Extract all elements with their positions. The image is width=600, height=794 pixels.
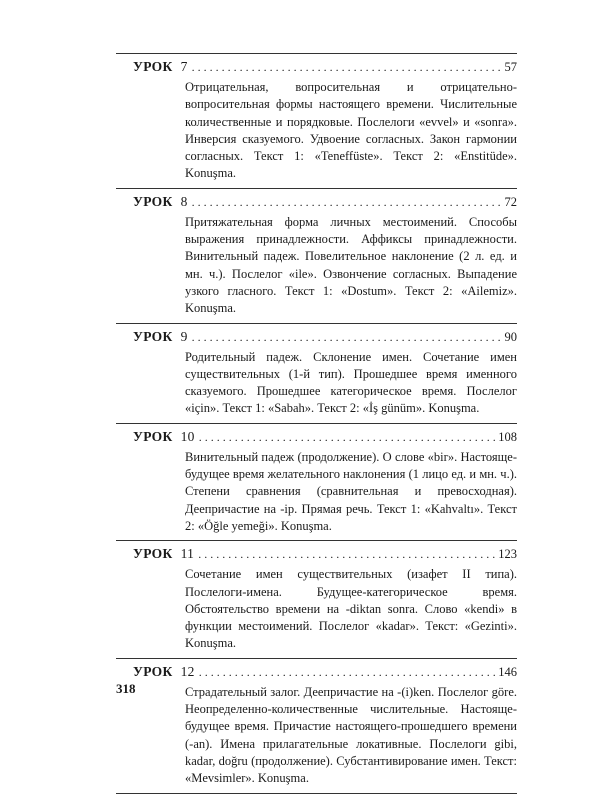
toc-entry-heading xyxy=(116,424,517,448)
lesson-description: Притяжательная форма личных местоимений. Способы выражения принадлежности. Аффиксы принадлежности. Винительный падеж. Повелительное наклонение (2 л. ед. и мн. ч.). Послелог «ile». Озвончение согласных. Выпадение узкого гласного. Текст 1: «Dostum». Текст 2: «Ailemiz». Konuşma. xyxy=(185,214,517,316)
toc-entry-lesson-9 xyxy=(116,323,517,423)
dot-leader xyxy=(198,543,495,565)
toc-entry-lesson-12 xyxy=(116,658,517,793)
lesson-label: УРОК 9 xyxy=(133,328,188,344)
lesson-label: УРОК 10 xyxy=(133,428,195,444)
page-number: 108 xyxy=(498,429,517,444)
page-folio-number: 318 xyxy=(116,681,136,696)
toc-entry-lesson-8 xyxy=(116,188,517,323)
toc-entry-heading xyxy=(116,324,517,348)
toc-entry-lesson-10 xyxy=(116,423,517,540)
lesson-description: Винительный падеж (продолжение). О слове «bir». Настояще-будущее время желательного наклонения (1 лицо ед. и мн. ч.). Степени сравнения (сравнительная и превосходная). Деепричастие на -ip. Прямая речь. Текст 1: «Kahvaltı». Текст 2: «Öğle yemeği». Konuşma. xyxy=(185,449,517,533)
toc-entry-lesson-11 xyxy=(116,540,517,657)
lesson-label: УРОК 11 xyxy=(133,546,195,562)
lesson-description: Родительный падеж. Склонение имен. Сочетание имен существительных (1-й тип). Прошедшее время именного сказуемого. Прошедшее категорическое время. Послелог «için». Текст 1: «Sabah». Текст 2: «İş günüm». Konuşma. xyxy=(185,349,517,416)
dot-leader xyxy=(199,426,496,448)
lesson-label: УРОК 8 xyxy=(133,193,188,209)
page-number: 90 xyxy=(504,329,517,344)
lesson-number: 11 xyxy=(180,546,195,562)
toc-entry-heading xyxy=(116,189,517,213)
page-number: 72 xyxy=(504,194,517,209)
lesson-number: 7 xyxy=(180,59,188,74)
dot-leader xyxy=(192,191,502,213)
toc-entry-lesson-7 xyxy=(116,53,517,188)
lesson-label: УРОК 7 xyxy=(133,59,188,74)
lesson-number: 12 xyxy=(180,663,195,679)
lesson-number: 8 xyxy=(180,193,188,209)
dot-leader xyxy=(192,326,502,348)
bottom-rule xyxy=(116,793,517,794)
table-of-contents xyxy=(116,53,517,794)
lesson-description: Отрицательная, вопросительная и отрицательно-вопросительная формы настоящего времени. Числительные количественные и порядковые. Послелоги «evvel» и «sonra». Инверсия сказуемого. Удвоение согласных. Закон гармонии согласных. Текст 1: «Teneffüste». Текст 2: «Enstitüde». Konuşma. xyxy=(185,80,517,181)
toc-entry-heading xyxy=(116,659,517,683)
dot-leader xyxy=(192,56,502,78)
page-number: 123 xyxy=(498,547,517,562)
toc-entry-heading xyxy=(116,54,517,78)
page-number: 57 xyxy=(504,60,517,74)
dot-leader xyxy=(199,661,496,683)
page-number: 146 xyxy=(498,664,517,679)
lesson-number: 9 xyxy=(180,328,188,344)
lesson-label: УРОК 12 xyxy=(133,663,195,679)
toc-entry-heading xyxy=(116,541,517,565)
lesson-description: Страдательный залог. Деепричастие на -(i)ken. Послелог göre. Неопределенно-количественные числительные. Настояще-будущее время. Причастие настоящего-прошедшего времени (-an). Имена прилагательные локативные. Послелоги gibi, kadar, doğru (продолжение). Субстантивирование имен. Текст: «Mevsimler». Konuşma. xyxy=(185,684,517,786)
lesson-description: Сочетание имен существительных (изафет II типа). Послелоги-имена. Будущее-категорическое время. Обстоятельство времени на -diktan sonra. Слово «kendi» в функции местоимений. Послелог «kadar». Текст: «Gezinti». Konuşma. xyxy=(185,567,517,651)
lesson-number: 10 xyxy=(180,428,195,444)
